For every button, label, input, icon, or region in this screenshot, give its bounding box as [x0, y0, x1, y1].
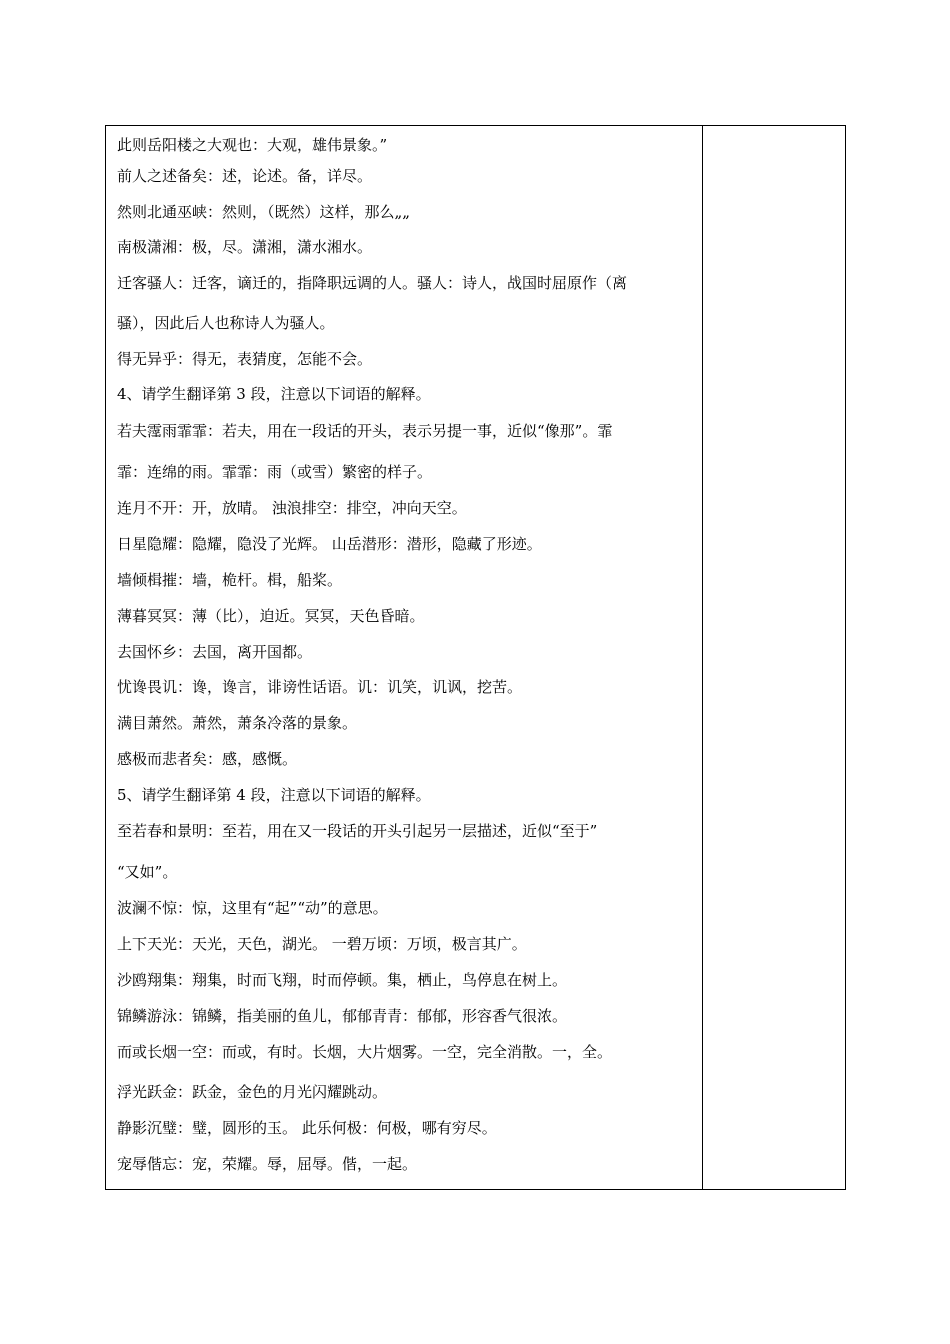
document-table	[105, 125, 846, 1190]
text-line: 锦鳞游泳：锦鳞，指美丽的鱼儿，郁郁青青：郁郁，形容香气很浓。	[117, 1007, 568, 1025]
text-line: 前人之述备矣：述，论述。备，详尽。	[117, 167, 373, 185]
text-line: 骚），因此后人也称诗人为骚人。	[117, 314, 335, 332]
text-line: 波澜不惊：惊，这里有“起”“动”的意思。	[117, 899, 388, 917]
text-line: 霏：连绵的雨。霏霏：雨（或雪）繁密的样子。	[117, 463, 433, 481]
text-line: “又如”。	[117, 863, 178, 881]
text-line: 得无异乎：得无，表猜度，怎能不会。	[117, 350, 373, 368]
notes-cell	[703, 126, 845, 1189]
text-line: 薄暮冥冥：薄（比），迫近。冥冥，天色昏暗。	[117, 607, 425, 625]
text-line: 沙鸥翔集：翔集，时而飞翔，时而停顿。集，栖止，鸟停息在树上。	[117, 971, 568, 989]
text-line: 满目萧然。萧然，萧条冷落的景象。	[117, 714, 358, 732]
text-line: 感极而悲者矣：感，感慨。	[117, 750, 298, 768]
text-line: 迁客骚人：迁客，谪迁的，指降职远调的人。骚人：诗人，战国时屈原作（离	[117, 274, 628, 292]
text-line: 然则北通巫峡：然则，（既然）这样，那么„„	[117, 203, 411, 221]
text-line: 忧谗畏讥：谗，谗言，诽谤性话语。讥：讥笑，讥讽，挖苦。	[117, 678, 523, 696]
text-line: 此则岳阳楼之大观也：大观，雄伟景象。”	[117, 136, 388, 154]
text-line: 若夫霪雨霏霏：若夫，用在一段话的开头，表示另提一事，近似“像那”。霏	[117, 422, 613, 440]
text-line: 日星隐耀：隐耀，隐没了光辉。 山岳潜形：潜形，隐藏了形迹。	[117, 535, 542, 553]
text-line: 连月不开：开，放晴。 浊浪排空：排空，冲向天空。	[117, 499, 467, 517]
text-line: 宠辱偕忘：宠，荣耀。辱，屈辱。偕，一起。	[117, 1155, 418, 1173]
text-line: 浮光跃金：跃金，金色的月光闪耀跳动。	[117, 1083, 388, 1101]
text-line: 至若春和景明：至若，用在又一段话的开头引起另一层描述，近似“至于”	[117, 822, 598, 840]
text-line: 静影沉璧：璧，圆形的玉。 此乐何极：何极，哪有穷尽。	[117, 1119, 497, 1137]
text-line: 南极潇湘：极，尽。潇湘，潇水湘水。	[117, 238, 373, 256]
text-line: 墙倾楫摧：墙，桅杆。楫，船桨。	[117, 571, 343, 589]
section-heading: 4、请学生翻译第 3 段，注意以下词语的解释。	[117, 385, 431, 403]
text-line: 去国怀乡：去国，离开国都。	[117, 643, 313, 661]
section-heading: 5、请学生翻译第 4 段，注意以下词语的解释。	[117, 786, 431, 804]
text-line: 而或长烟一空：而或，有时。长烟，大片烟雾。一空，完全消散。一，全。	[117, 1043, 613, 1061]
content-cell	[106, 126, 703, 1189]
text-line: 上下天光：天光，天色，湖光。 一碧万顷：万顷，极言其广。	[117, 935, 527, 953]
